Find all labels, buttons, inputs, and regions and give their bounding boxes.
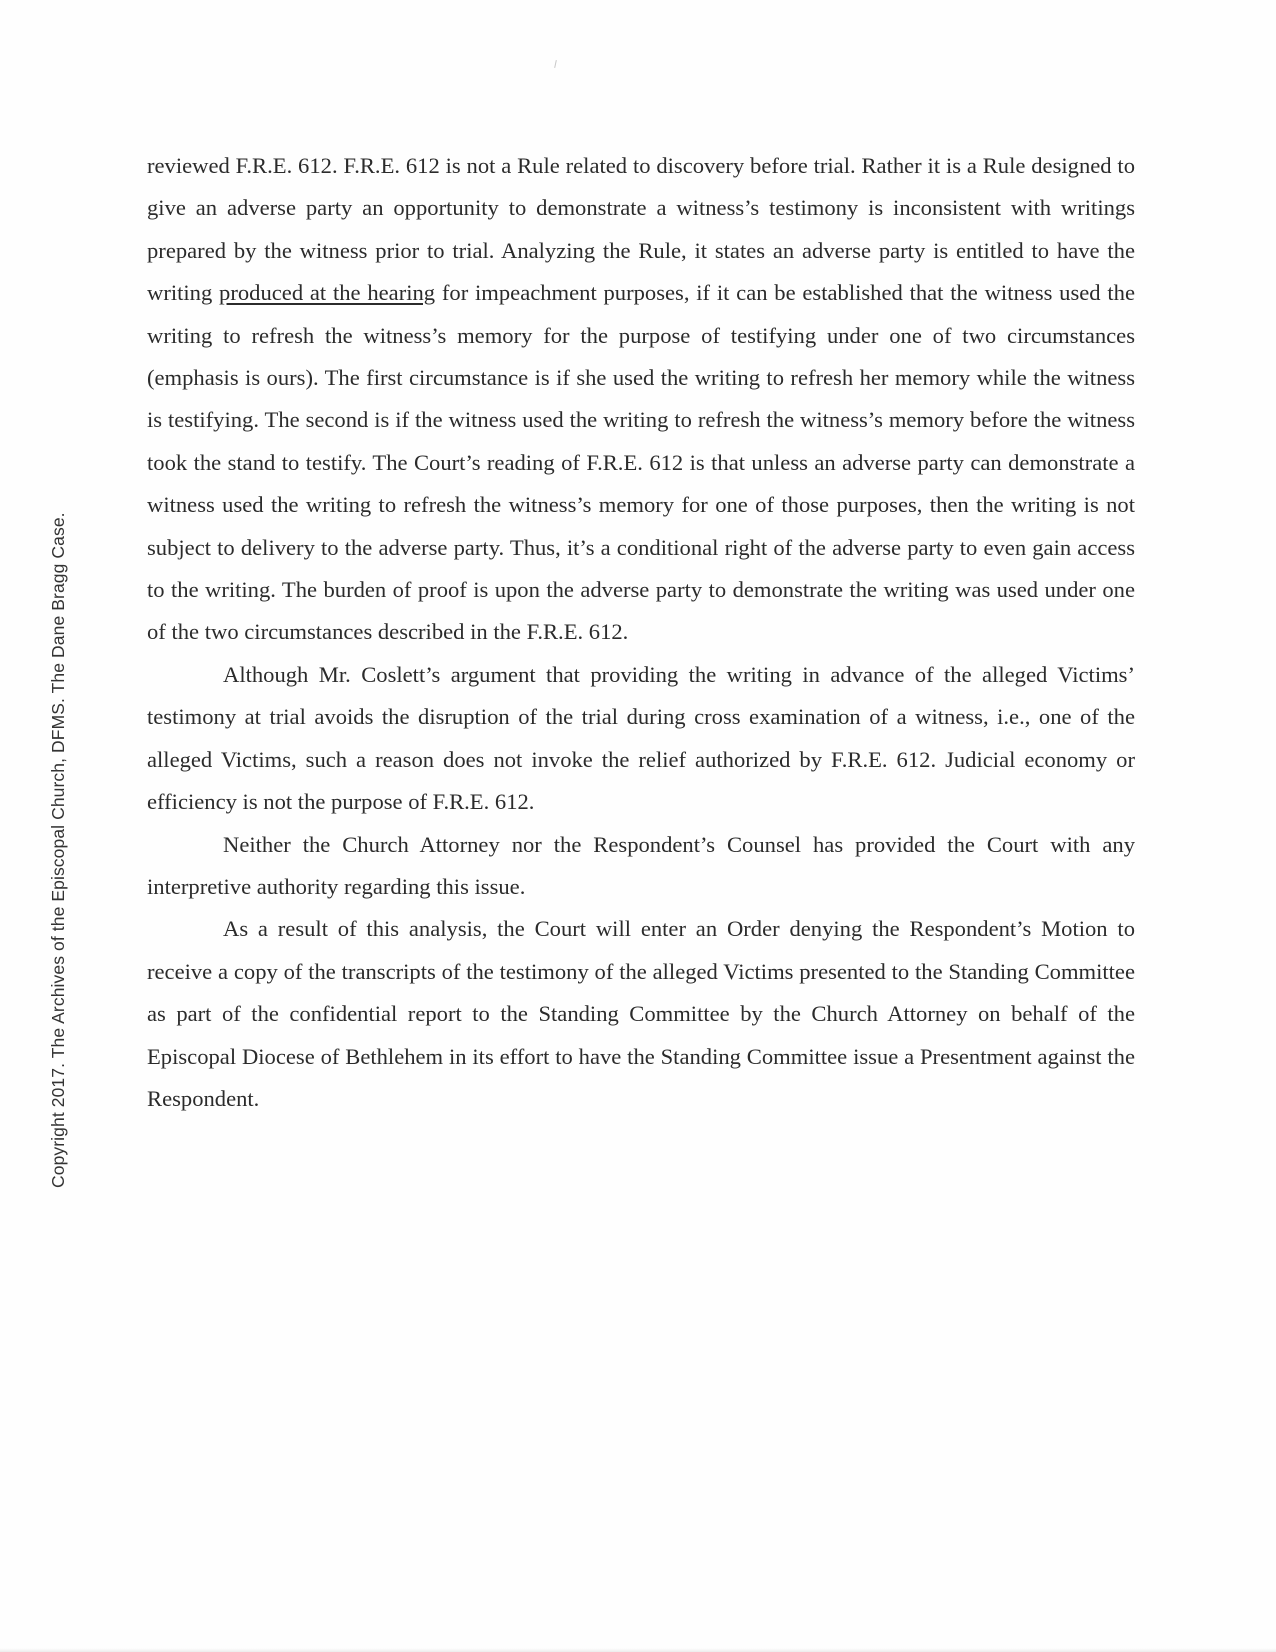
- copyright-watermark: Copyright 2017. The Archives of the Episcopal Church, DFMS. The Dane Bragg Case.: [48, 512, 68, 1188]
- underlined-phrase: produced at the hearing: [219, 280, 436, 306]
- paragraph-1-text-end: for impeachment purposes, if it can be established that the witness used the writing to refresh the witness’s memory for the purpose of testifying under one of two circumstances (emphasis is ours). The first circumstance is if she used the writing to refresh her memory while the witness is testifying. The second is if the witness used the writing to refresh the witness’s memory before the witness took the stand to testify. The Court’s reading of F.R.E. 612 is that unless an adverse party can demonstrate a witness used the writing to refresh the witness’s memory for one of those purposes, then the writing is not subject to delivery to the adverse party. Thus, it’s a conditional right of the adverse party to even gain access to the writing. The burden of proof is upon the adverse party to demonstrate the writing was used under one of the two circumstances described in the F.R.E. 612.: [147, 280, 1135, 645]
- paragraph-2: Although Mr. Coslett’s argument that providing the writing in advance of the alleged Victims’ testimony at trial avoids the disruption of the trial during cross examination of a witness, i.e., one of the alleged Victims, such a reason does not invoke the relief authorized by F.R.E. 612. Judicial economy or efficiency is not the purpose of F.R.E. 612.: [147, 661, 1135, 815]
- page-bottom-edge: [0, 1648, 1276, 1652]
- paragraph-1: [147, 145, 1135, 654]
- scan-mark: [554, 60, 557, 68]
- document-body: [147, 145, 1135, 1120]
- paragraph-1-text-start: reviewed F.R.E. 612. F.R.E. 612 is not a Rule related to discovery before trial. Rather it is a Rule designed to give an adverse party an opportunity to demonstrate a witness’s testimony is inconsistent with writings prepared by the witness prior to trial. Analyzing the Rule, it states an adverse party is entitled to have the writing: [147, 153, 1135, 306]
- paragraph-4: As a result of this analysis, the Court will enter an Order denying the Respondent’s Motion to receive a copy of the transcripts of the testimony of the alleged Victims presented to the Standing Committee as part of the confidential report to the Standing Committee by the Church Attorney on behalf of the Episcopal Diocese of Bethlehem in its effort to have the Standing Committee issue a Presentment against the Respondent.: [147, 916, 1135, 1111]
- paragraph-3: Neither the Church Attorney nor the Respondent’s Counsel has provided the Court with any interpretive authority regarding this issue.: [147, 831, 1135, 899]
